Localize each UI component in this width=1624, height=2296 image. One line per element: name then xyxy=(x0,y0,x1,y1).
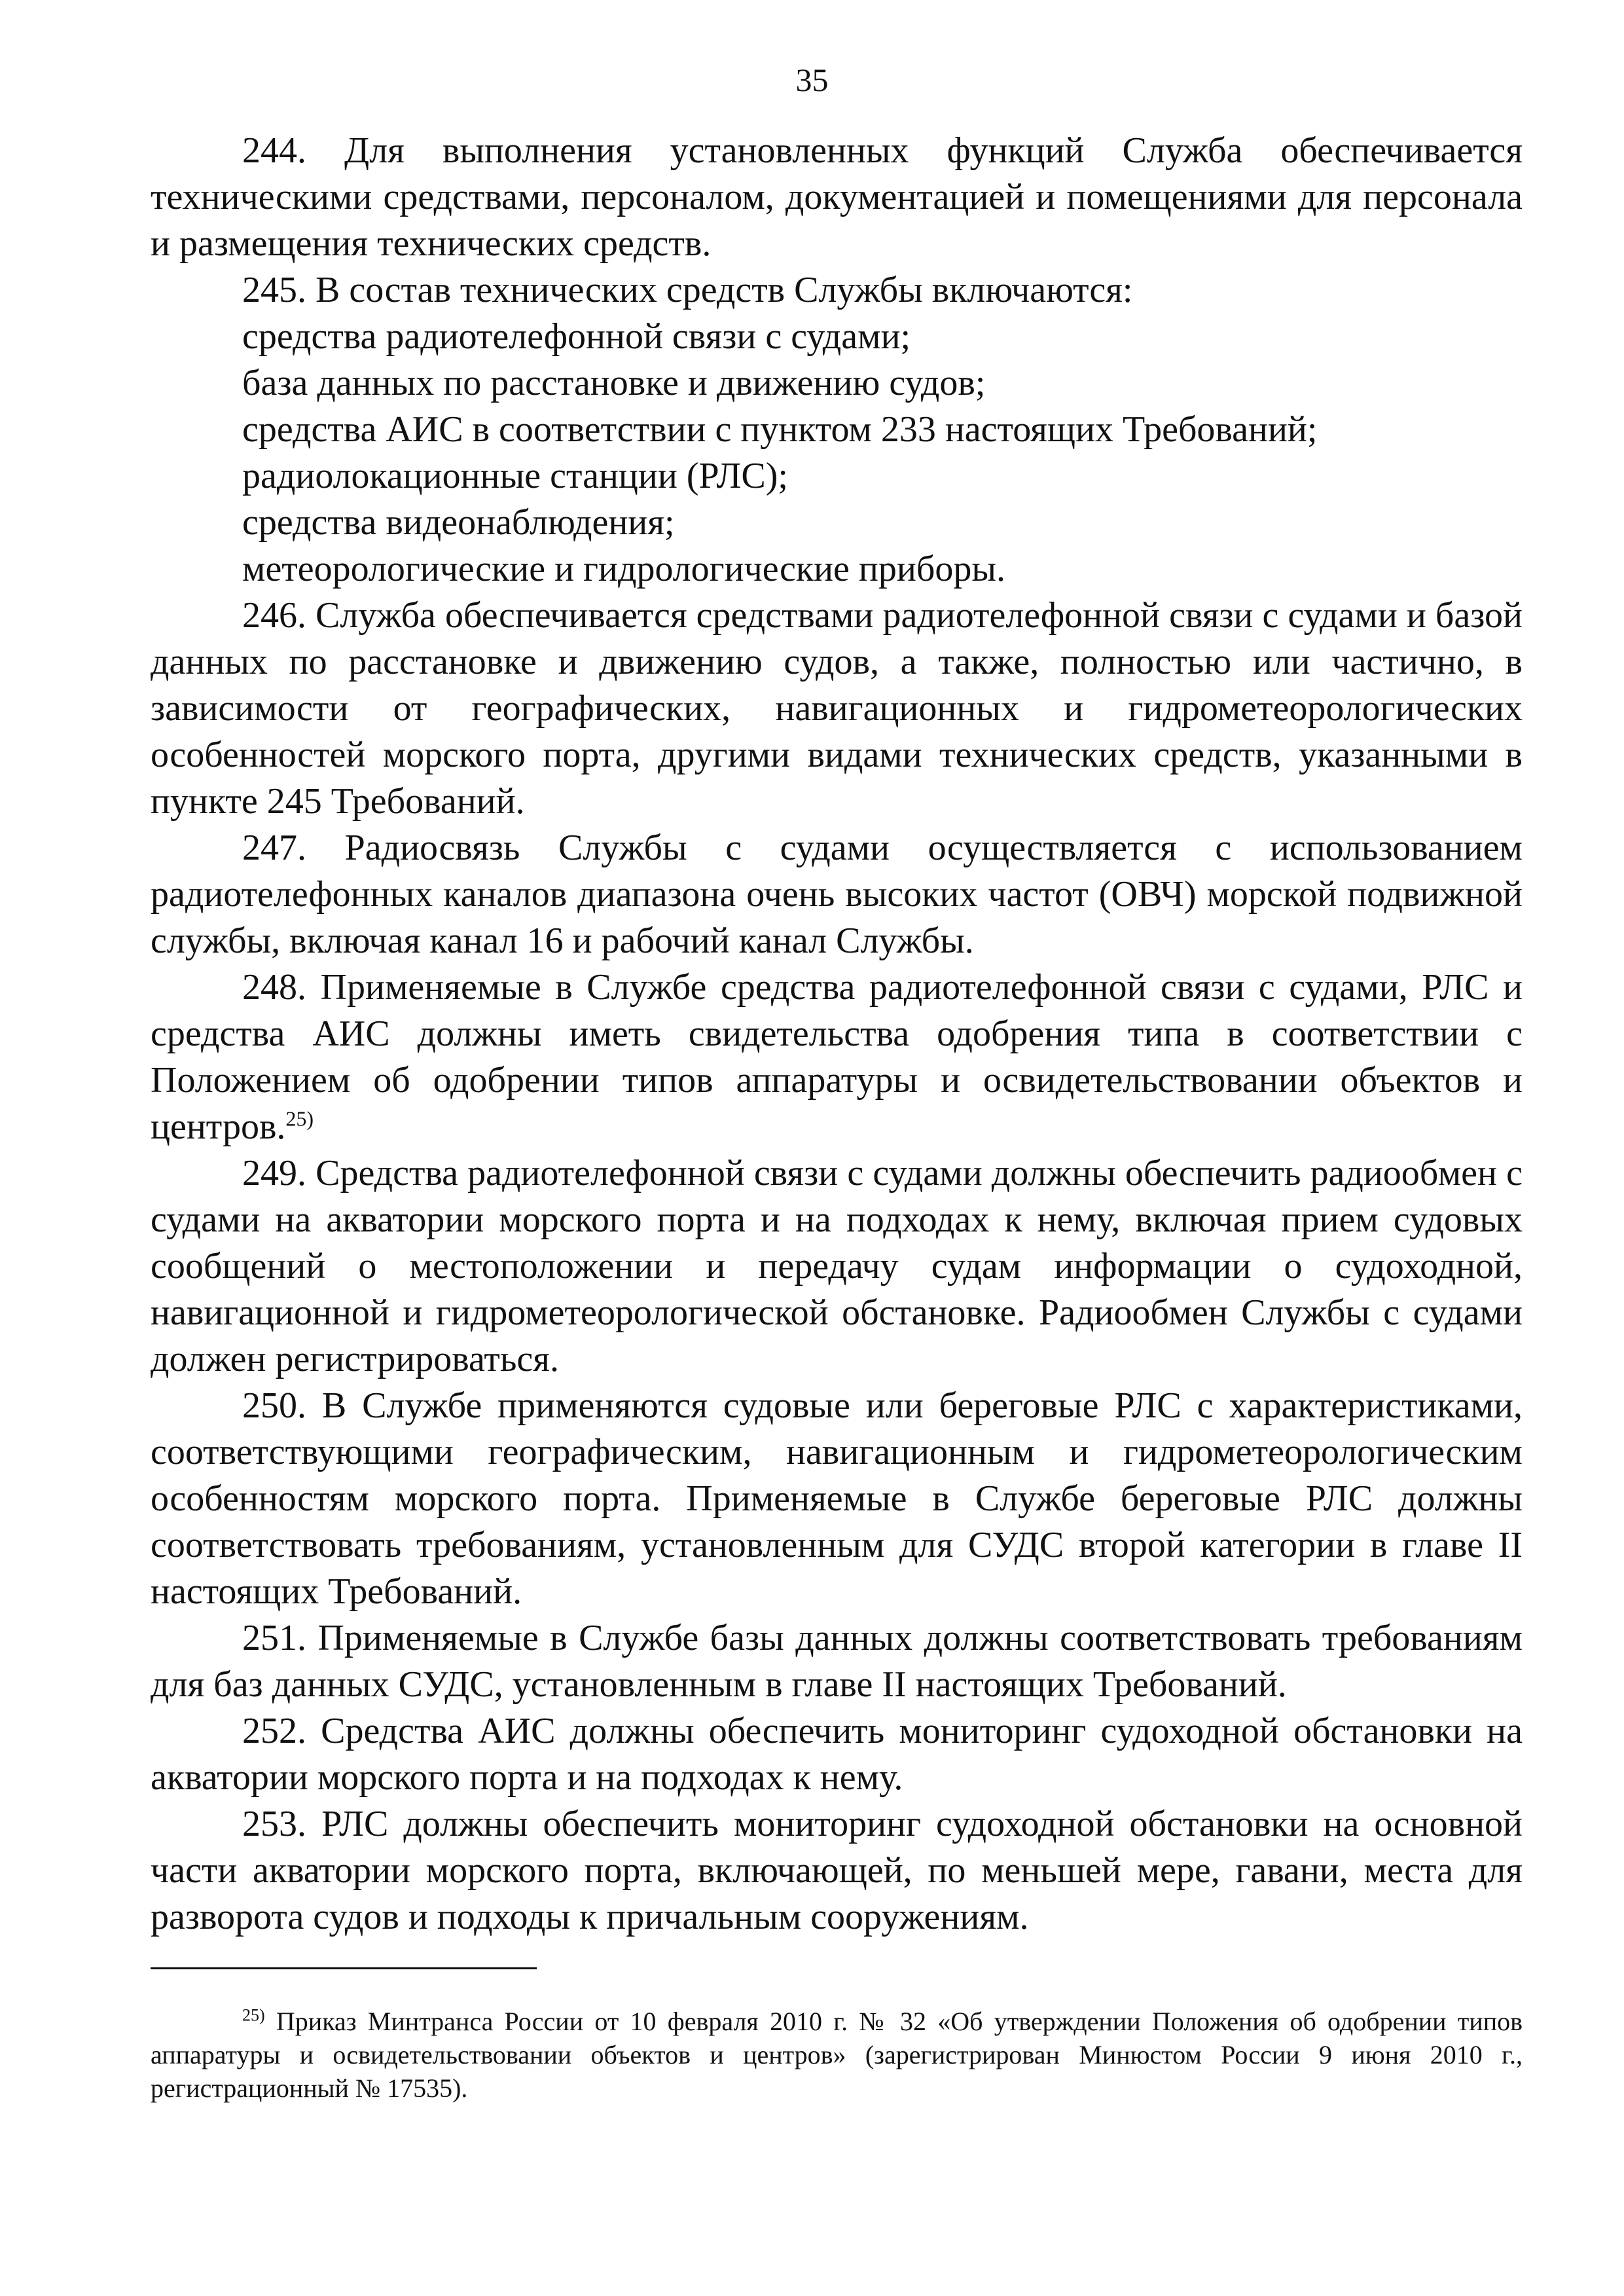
paragraph-245: 245. В состав технических средств Службы включаются: xyxy=(242,270,1133,310)
page-number: 35 xyxy=(795,62,829,98)
footnote-separator xyxy=(151,1967,537,1969)
list-item: средства радиотелефонной связи с судами; xyxy=(242,316,911,357)
footnote-reference: 25) xyxy=(285,1106,314,1131)
paragraph-251: 251. Применяемые в Службе базы данных должны соответствовать требованиям для баз данных СУДС, установленным в главе II настоящих Требований. xyxy=(151,1618,1523,1705)
list-item: метеорологические и гидрологические приборы. xyxy=(242,549,1005,589)
paragraph-248 xyxy=(151,964,1523,1150)
paragraph-249: 249. Средства радиотелефонной связи с судами должны обеспечить радиообмен с судами на акватории морского порта и на подходах к нему, включая прием судовых сообщений о местоположении и передачу судам информации о судоходной, навигационной и гидрометеорологической обстановке. Радиообмен Службы с судами должен регистрироваться. xyxy=(151,1153,1523,1379)
list-item: база данных по расстановке и движению судов; xyxy=(242,363,986,403)
list-item: средства видеонаблюдения; xyxy=(242,502,675,543)
paragraph-246: 246. Служба обеспечивается средствами радиотелефонной связи с судами и базой данных по расстановке и движению судов, а также, полностью или частично, в зависимости от географических, навигационных и гидрометеорологических особенностей морского порта, другими видами технических средств, указанными в пункте 245 Требований. xyxy=(151,595,1523,822)
footnote-marker: 25) xyxy=(242,2005,265,2025)
list-item: радиолокационные станции (РЛС); xyxy=(242,456,788,496)
paragraph-244: 244. Для выполнения установленных функций Служба обеспечивается техническими средствами, персоналом, документацией и помещениями для персонала и размещения технических средств. xyxy=(151,130,1523,264)
paragraph-247: 247. Радиосвязь Службы с судами осуществляется с использованием радиотелефонных каналов диапазона очень высоких частот (ОВЧ) морской подвижной службы, включая канал 16 и рабочий канал Службы. xyxy=(151,828,1523,961)
paragraph-248-text: 248. Применяемые в Службе средства радиотелефонной связи с судами, РЛС и средства АИС должны иметь свидетельства одобрения типа в соответствии с Положением об одобрении типов аппаратуры и освидетельствовании объектов и центров. xyxy=(151,967,1523,1147)
document-body xyxy=(151,128,1523,1941)
footnote-text: Приказ Минтранса России от 10 февраля 2010 г. № 32 «Об утверждении Положения об одобрении типов аппаратуры и освидетельствовании объектов и центров» (зарегистрирован Минюстом России 9 июня 2010 г., регистрационный № 17535). xyxy=(151,2007,1523,2103)
footnote xyxy=(151,2005,1523,2105)
paragraph-252: 252. Средства АИС должны обеспечить мониторинг судоходной обстановки на акватории морского порта и на подходах к нему. xyxy=(151,1711,1523,1798)
list-item: средства АИС в соответствии с пунктом 233 настоящих Требований; xyxy=(242,409,1318,450)
paragraph-250: 250. В Службе применяются судовые или береговые РЛС с характеристиками, соответствующими географическим, навигационным и гидрометеорологическим особенностям морского порта. Применяемые в Службе береговые РЛС должны соответствовать требованиям, установленным для СУДС второй категории в главе II настоящих Требований. xyxy=(151,1385,1523,1612)
paragraph-253: 253. РЛС должны обеспечить мониторинг судоходной обстановки на основной части акватории морского порта, включающей, по меньшей мере, гавани, места для разворота судов и подходы к причальным сооружениям. xyxy=(151,1804,1523,1937)
